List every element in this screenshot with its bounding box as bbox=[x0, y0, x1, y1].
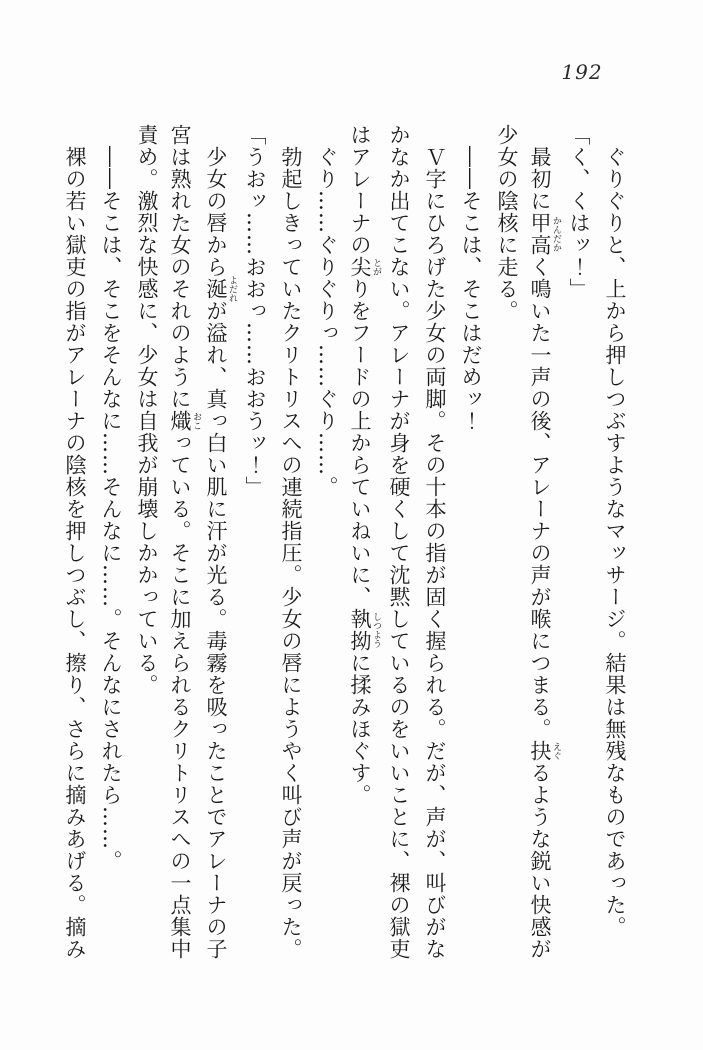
text-line-3: 最初に甲高 かんだかく鳴いた一声の後、アレーナの声が喉につまる。抉 えぐるような鋭い快感が bbox=[528, 146, 561, 960]
text-line-10: 勃起しきっていたクリトリスへの連続指圧。少女の唇にようやく叫び声が戻った。 bbox=[279, 146, 303, 960]
text-line-4: 少女の陰核に走る。 bbox=[495, 124, 519, 322]
ruby-annotated-word: 熾 おこ bbox=[168, 410, 201, 432]
ruby-annotated-word: 涎 よだれ bbox=[204, 275, 237, 303]
text-line-11: 「うおッ……おおっ……おおうッ！」 bbox=[243, 124, 267, 498]
text-line-15: ――そこは、そこをそんなに……そんなに……。そんなにされたら……。 bbox=[99, 146, 123, 872]
text-line-8: はアレーナの尖 とがりをフードの上からていねいに、執拗 しつように揉みほぐす。 bbox=[348, 124, 381, 806]
text-line-6: Ｖ字にひろげた少女の両脚。その十本の指が固く握られる。だが、声が、叫びがな bbox=[423, 146, 447, 960]
text-block bbox=[57, 124, 633, 966]
ruby-annotated-word: 抉 えぐ bbox=[528, 740, 561, 762]
ruby-annotated-word: 尖 とが bbox=[348, 256, 381, 278]
text-line-1: ぐりぐりと、上から押しつぶすようなマッサージ。結果は無残なものであった。 bbox=[603, 146, 627, 938]
text-line-7: かなか出てこない。アレーナが身を硬くして沈黙しているのをいいことに、裸の獄吏 bbox=[387, 124, 411, 960]
text-line-9: ぐり……ぐりぐりっ……ぐり……。 bbox=[315, 146, 339, 498]
text-line-13: 宮は熟れた女のそれのように熾 おこっている。そこに加えられるクリトリスへの一点集中 bbox=[168, 124, 201, 960]
page-number: 192 bbox=[561, 60, 603, 84]
text-line-16: 裸の若い獄吏の指がアレーナの陰核を押しつぶし、擦り、さらに摘みあげる。摘み bbox=[63, 146, 87, 960]
text-line-2: 「く、くはッ！」 bbox=[567, 124, 591, 300]
ruby-annotated-word: 執拗 しつよう bbox=[348, 608, 381, 652]
text-line-5: ――そこは、そこはだめッ！ bbox=[459, 146, 483, 432]
ruby-annotated-word: 甲高 かんだか bbox=[528, 212, 561, 256]
text-line-12: 少女の唇から涎 よだれが溢れ、真っ白い肌に汗が光る。毒霧を吸ったことでアレーナの子 bbox=[204, 146, 237, 960]
text-line-14: 責め。激烈な快感に、少女は自我が崩壊しかかっている。 bbox=[135, 124, 159, 696]
